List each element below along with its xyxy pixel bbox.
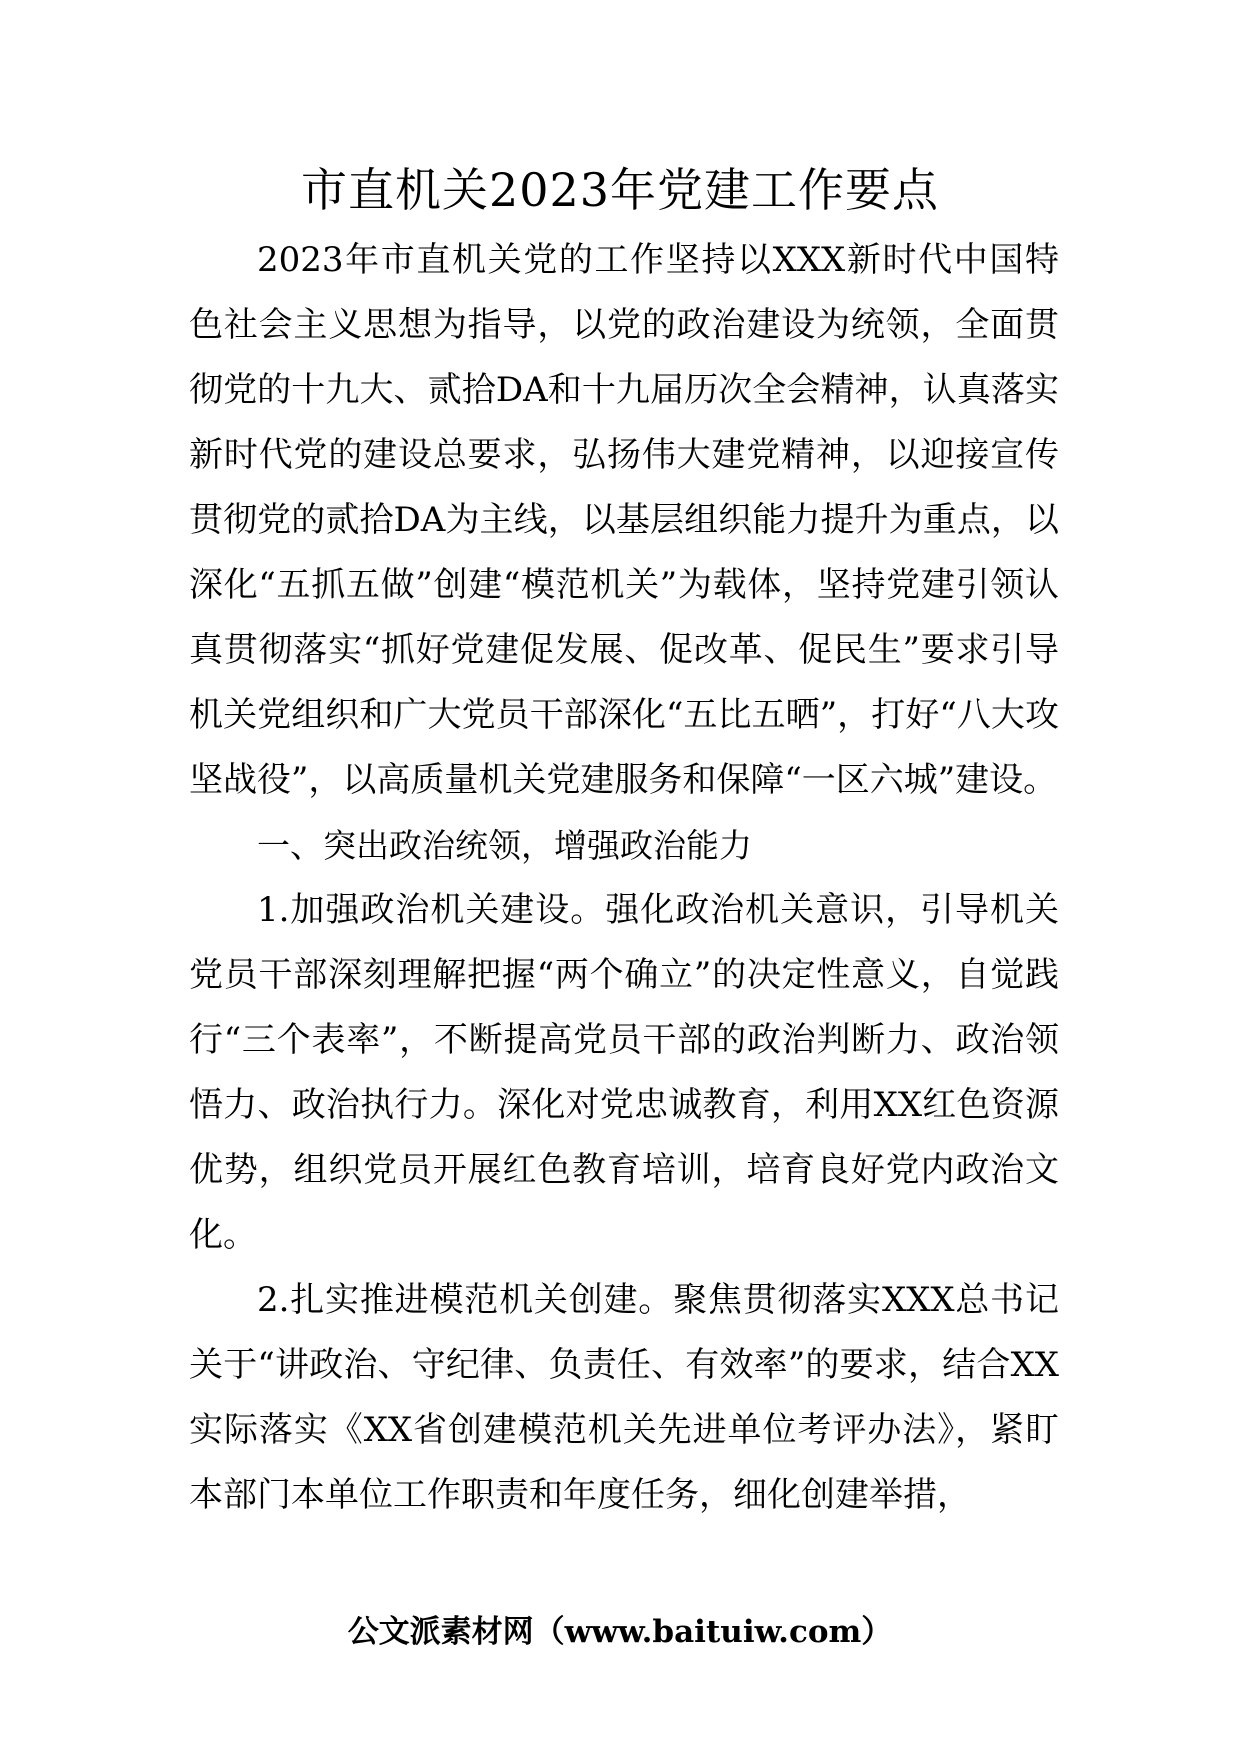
item-paragraph-1: 1.加强政治机关建设。强化政治机关意识，引导机关党员干部深刻理解把握“两个确立”的决定性意义，自觉践行“三个表率”，不断提高党员干部的政治判断力、政治领悟力、政治执行力。深化对党忠诚教育，利用XX红色资源优势，组织党员开展红色教育培训，培育良好党内政治文化。 (189, 890, 1059, 1255)
document-body (189, 228, 1059, 1528)
section-heading-1: 一、突出政治统领，增强政治能力 (257, 826, 752, 865)
item-paragraph-2: 2.扎实推进模范机关创建。聚焦贯彻落实XXX总书记关于“讲政治、守纪律、负责任、有效率”的要求，结合XX实际落实《XX省创建模范机关先进单位考评办法》，紧盯本部门本单位工作职责和年度任务，细化创建举措， (189, 1280, 1059, 1515)
footer-source: 公文派素材网（www.baituiw.com） (347, 1614, 893, 1650)
intro-paragraph: 2023年市直机关党的工作坚持以XXX新时代中国特色社会主义思想为指导，以党的政治建设为统领，全面贯彻党的十九大、贰拾DA和十九届历次全会精神，认真落实新时代党的建设总要求，弘扬伟大建党精神，以迎接宣传贯彻党的贰拾DA为主线，以基层组织能力提升为重点，以深化“五抓五做”创建“模范机关”为载体，坚持党建引领认真贯彻落实“抓好党建促发展、促改革、促民生”要求引导机关党组织和广大党员干部深化“五比五晒”，打好“八大攻坚战役”，以高质量机关党建服务和保障“一区六城”建设。 (189, 240, 1059, 800)
document-title: 市直机关2023年党建工作要点 (300, 163, 940, 217)
